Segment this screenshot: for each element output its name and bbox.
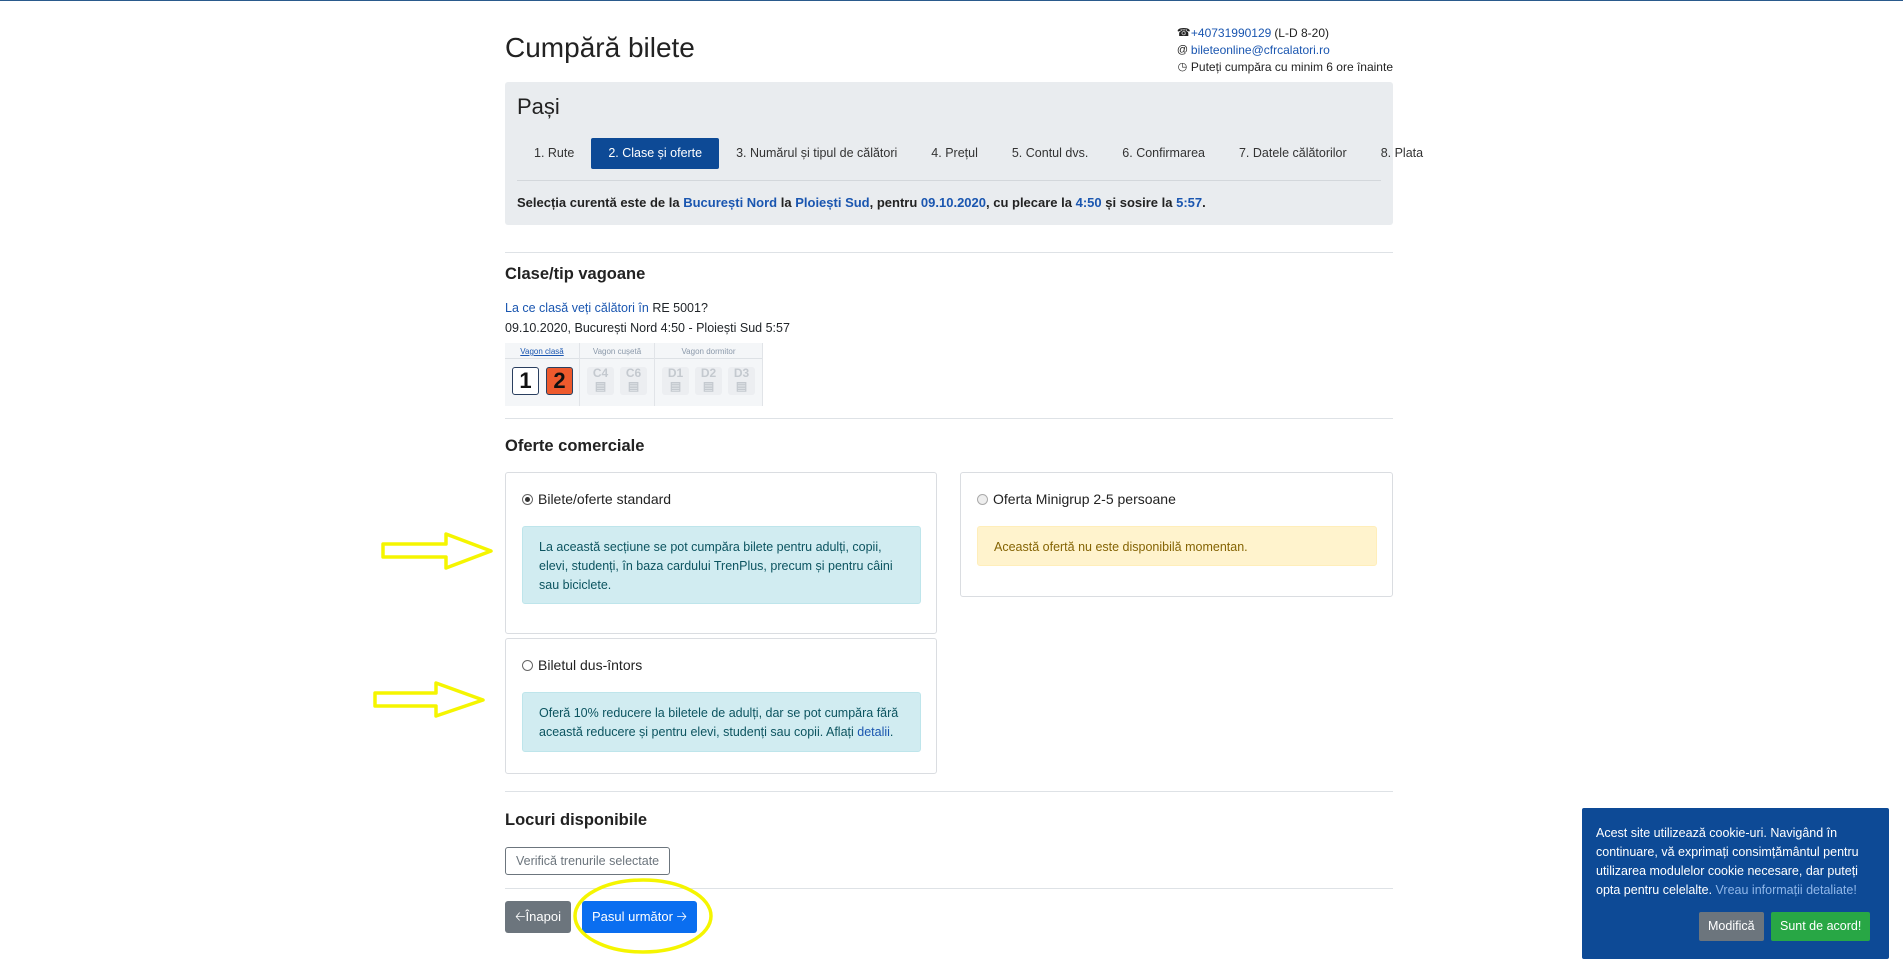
wagon-group-label: Vagon dormitor [681, 347, 736, 356]
steps-panel [505, 82, 1424, 225]
selection-from: București Nord [683, 195, 778, 210]
offer-standard-label: Bilete/oferte standard [538, 491, 672, 507]
wagon-group-label[interactable]: Vagon clasă [520, 347, 564, 356]
wagon-group-label: Vagon cușetă [592, 347, 642, 356]
at-icon: @ [1176, 44, 1189, 56]
offer-standard-option[interactable] [522, 491, 671, 507]
step-confirmation[interactable]: 6. Confirmarea [1122, 146, 1205, 160]
selection-prefix: Selecția curentă este de la [517, 195, 680, 210]
couchette-c6-button [620, 367, 647, 395]
class-question-link[interactable]: La ce clasă veți călători în [505, 301, 649, 315]
offer-minigroup-option [977, 491, 1176, 507]
page-title: Cumpără bilete [505, 32, 695, 63]
offer-standard-info: La această secțiune se pot cumpăra bilete pentru adulți, copii, elevi, studenți, în baza cardului TrenPlus, precum și pentru câini sau biciclete. [522, 526, 921, 604]
couchette-c6-label: C6 [625, 366, 642, 380]
selection-to-word: la [780, 195, 792, 210]
current-selection [517, 195, 1206, 210]
cookie-more-link[interactable]: Vreau informații detaliate! [1715, 883, 1857, 897]
email-link[interactable]: bileteonline@cfrcalatori.ro [1190, 43, 1330, 57]
offer-minigroup-card [960, 472, 1393, 597]
selection-to: Ploiești Sud [795, 195, 870, 210]
sleeper-d1-label: D1 [667, 366, 684, 380]
offer-roundtrip-label: Biletul dus-întors [538, 657, 643, 673]
offer-standard-card[interactable] [505, 472, 937, 634]
details-link[interactable]: detalii [857, 725, 890, 739]
contact-email-row [1177, 42, 1393, 59]
contact-phone-row [1177, 25, 1393, 42]
purchase-notice: Puteți cumpăra cu minim 6 ore înainte [1190, 60, 1393, 74]
train-number: RE 5001? [652, 301, 708, 315]
selection-arrive-word: și sosire la [1105, 195, 1173, 210]
offer-roundtrip-option[interactable] [522, 657, 642, 673]
cookie-banner [1582, 808, 1889, 959]
step-payment[interactable]: 8. Plata [1380, 146, 1424, 160]
offer-standard-radio[interactable] [522, 494, 533, 505]
bed-icon: ▤ [594, 379, 607, 393]
step-routes[interactable]: 1. Rute [534, 146, 575, 160]
cookie-text [1596, 824, 1876, 900]
sleeper-d1-button [662, 367, 689, 395]
contact-info [1177, 25, 1393, 76]
wagon-group-class [505, 343, 580, 406]
selection-depart-word: , cu plecare la [986, 195, 1072, 210]
sleeper-d3-button [728, 367, 755, 395]
annotation-arrow-standard [383, 534, 491, 568]
divider [505, 252, 1393, 253]
back-button[interactable] [505, 901, 571, 933]
cookie-modify-button[interactable]: Modifică [1699, 912, 1764, 941]
selection-arrive: 5:57 [1176, 195, 1203, 210]
wagon-group-sleeper [655, 343, 763, 406]
offer-roundtrip-card[interactable] [505, 638, 937, 774]
back-label: Înapoi [525, 909, 561, 924]
bed-icon: ▤ [627, 379, 640, 393]
sleeper-d2-button [695, 367, 722, 395]
wagon-selector [505, 343, 763, 406]
wagon-group-rule [505, 358, 579, 359]
phone-link[interactable]: +40731990129 [1190, 26, 1272, 40]
phone-icon: ☎ [1176, 27, 1191, 39]
class-2-button[interactable]: 2 [546, 367, 573, 395]
offer-roundtrip-radio[interactable] [522, 660, 533, 671]
offer-roundtrip-info [522, 692, 921, 752]
next-label: Pasul următor [592, 909, 673, 924]
cookie-accept-button[interactable]: Sunt de acord! [1771, 912, 1870, 941]
offer-roundtrip-end: . [889, 725, 894, 739]
wagon-group-couchette [580, 343, 655, 406]
class-question [505, 301, 708, 315]
offer-minigroup-label: Oferta Minigrup 2-5 persoane [993, 491, 1176, 507]
bed-icon: ▤ [735, 379, 748, 393]
divider [505, 888, 1393, 889]
selection-end: . [1202, 195, 1206, 210]
steps-title: Pași [517, 94, 560, 119]
couchette-c4-button [587, 367, 614, 395]
contact-notice-row [1177, 59, 1393, 76]
wagon-group-rule [580, 358, 654, 359]
selection-date: 09.10.2020 [920, 195, 986, 210]
divider [505, 791, 1393, 792]
route-summary: 09.10.2020, București Nord 4:50 - Ploiești Sud 5:57 [505, 321, 790, 335]
step-passenger-data[interactable]: 7. Datele călătorilor [1238, 146, 1347, 160]
annotation-arrow-roundtrip [375, 683, 483, 716]
class-1-button[interactable]: 1 [512, 367, 539, 395]
selection-date-word: , pentru [869, 195, 918, 210]
sleeper-d2-label: D2 [700, 366, 717, 380]
step-account[interactable]: 5. Contul dvs. [1011, 146, 1089, 160]
arrow-right-icon: 🡢 [676, 909, 688, 924]
steps-divider [517, 180, 1381, 181]
offer-roundtrip-text: Oferă 10% reducere la biletele de adulți, dar se pot cumpăra fără această reducere și pentru elevi, studenți sau copii. Aflați [539, 706, 899, 739]
next-step-button[interactable] [582, 901, 697, 933]
couchette-c4-label: C4 [592, 366, 609, 380]
sleeper-d3-label: D3 [733, 366, 750, 380]
cookie-message: Acest site utilizează cookie-uri. Navigând în continuare, vă exprimați consimțământul pentru utilizarea modulelor cookie necesare, dar puteți opta pentru celelalte. [1596, 826, 1859, 897]
step-passengers[interactable]: 3. Numărul și tipul de călători [736, 146, 898, 160]
phone-hours: (L-D 8-20) [1274, 26, 1329, 40]
step-classes-offers[interactable]: 2. Clase și oferte [591, 138, 719, 169]
offer-minigroup-warning: Această ofertă nu este disponibilă momentan. [977, 526, 1377, 566]
bed-icon: ▤ [702, 379, 715, 393]
wagon-group-rule [655, 358, 762, 359]
divider [505, 418, 1393, 419]
offers-title: Oferte comerciale [505, 437, 645, 455]
selection-depart: 4:50 [1075, 195, 1102, 210]
steps-nav [517, 138, 1424, 169]
bed-icon: ▤ [669, 379, 682, 393]
seats-title: Locuri disponibile [505, 811, 648, 829]
clock-icon: ◷ [1177, 61, 1188, 73]
top-border [0, 0, 1903, 1]
classes-title: Clase/tip vagoane [505, 265, 646, 283]
offer-minigroup-radio [977, 494, 988, 505]
arrow-left-icon: 🡠 [515, 909, 526, 924]
step-price[interactable]: 4. Prețul [931, 146, 978, 160]
check-trains-button[interactable]: Verifică trenurile selectate [505, 847, 670, 875]
